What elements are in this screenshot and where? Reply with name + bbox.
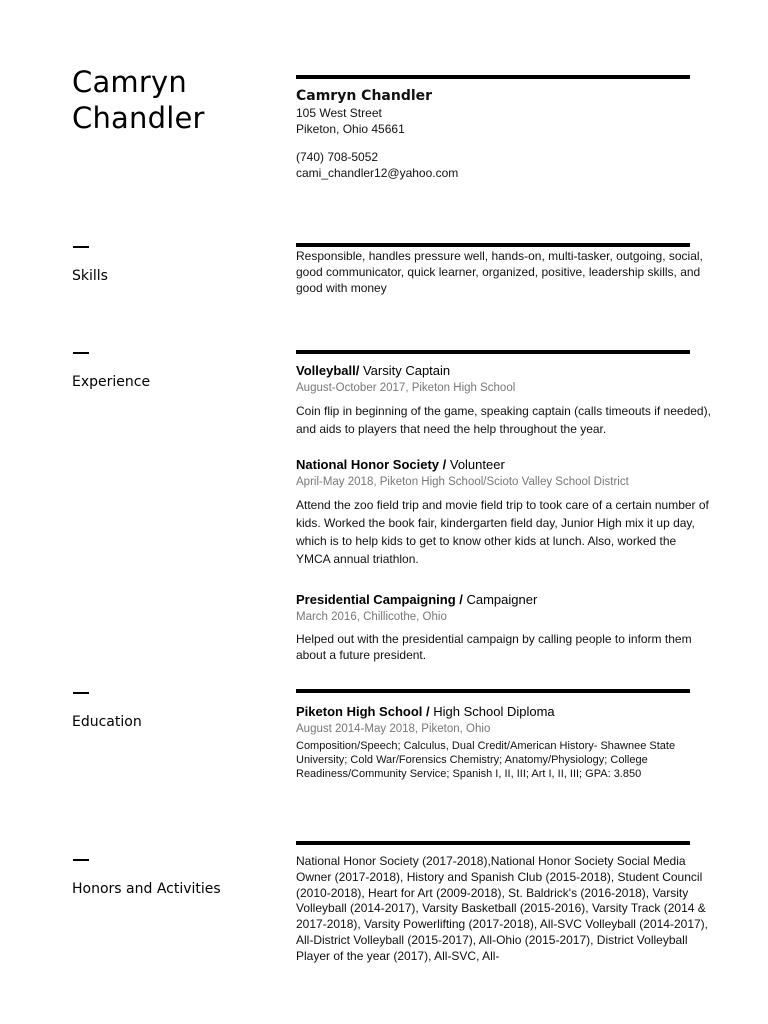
last-name: Chandler <box>72 101 205 135</box>
experience-item-desc: Helped out with the presidential campaign by calling people to inform them about a future president. <box>296 632 692 662</box>
resume-name-heading <box>72 64 272 136</box>
honors-text: National Honor Society (2017-2018),National Honor Society Social Media Owner (2017-2018), History and Spanish Club (2015-2018), Student Council (2010-2018), Heart for Art (2009-2018), St. Baldrick's (2016-2018), Varsity Volleyball (2014-2017), Varsity Basketball (2015-2016), Varsity Track (2014 & 2017-2018), Varsity Powerlifting (2017-2018), All-SVC Volleyball (2014-2017), All-District Volleyball (2015-2017), All-Ohio (2015-2017), District Volleyball Player of the year (2017), All-SVC, All- <box>296 854 709 963</box>
experience-item <box>296 456 712 568</box>
contact-phone: (740) 708-5052 <box>296 150 379 164</box>
experience-item-meta: March 2016, Chillicothe, Ohio <box>296 611 447 623</box>
contact-block <box>296 87 712 181</box>
experience-item-desc: Coin flip in beginning of the game, speaking captain (calls timeouts if needed), and aids to players that need the help throughout the year. <box>296 404 711 436</box>
contact-street: 105 West Street <box>296 106 382 120</box>
skills-title: Skills <box>72 268 108 284</box>
contact-email: cami_chandler12@yahoo.com <box>296 166 459 180</box>
education-item <box>296 703 712 781</box>
experience-dash <box>73 352 89 354</box>
experience-item <box>296 591 712 663</box>
contact-city: Piketon, Ohio 45661 <box>296 122 405 136</box>
experience-item-title: National Honor Society / Volunteer <box>296 457 505 472</box>
experience-divider <box>296 350 690 354</box>
honors-divider <box>296 841 690 845</box>
honors-title: Honors and Activities <box>72 881 221 897</box>
honors-dash <box>73 859 89 861</box>
experience-item-title: Volleyball/ Varsity Captain <box>296 363 451 378</box>
skills-text: Responsible, handles pressure well, hands-on, multi-tasker, outgoing, social, good communicator, quick learner, organized, positive, leadership skills, and good with money <box>296 249 703 295</box>
first-name: Camryn <box>72 65 187 99</box>
contact-divider <box>296 75 690 79</box>
experience-item-title: Presidential Campaigning / Campaigner <box>296 592 538 607</box>
experience-item-meta: April-May 2018, Piketon High School/Scioto Valley School District <box>296 476 629 488</box>
education-dash <box>73 692 89 694</box>
education-item-meta: August 2014-May 2018, Piketon, Ohio <box>296 723 491 735</box>
skills-dash <box>73 246 89 248</box>
experience-title: Experience <box>72 374 151 390</box>
experience-item <box>296 362 712 438</box>
education-divider <box>296 689 690 693</box>
experience-item-meta: August-October 2017, Piketon High School <box>296 382 516 394</box>
experience-item-desc: Attend the zoo field trip and movie field trip to took care of a certain number of kids. Worked the book fair, kindergarten field day, Junior High mix it up day, which is to help kids to get to know other kids at lunch. Also, worked the YMCA annual triathlon. <box>296 498 709 566</box>
skills-divider <box>296 243 690 247</box>
contact-name: Camryn Chandler <box>296 88 433 104</box>
education-item-title: Piketon High School / High School Diploma <box>296 704 555 719</box>
education-item-desc: Composition/Speech; Calculus, Dual Credit/American History- Shawnee State University; Cold War/Forensics Chemistry; Anatomy/Physiology; College Readiness/Community Service; Spanish I, II, III; Art I, II, III; GPA: 3.850 <box>296 740 676 780</box>
education-title: Education <box>72 714 142 730</box>
